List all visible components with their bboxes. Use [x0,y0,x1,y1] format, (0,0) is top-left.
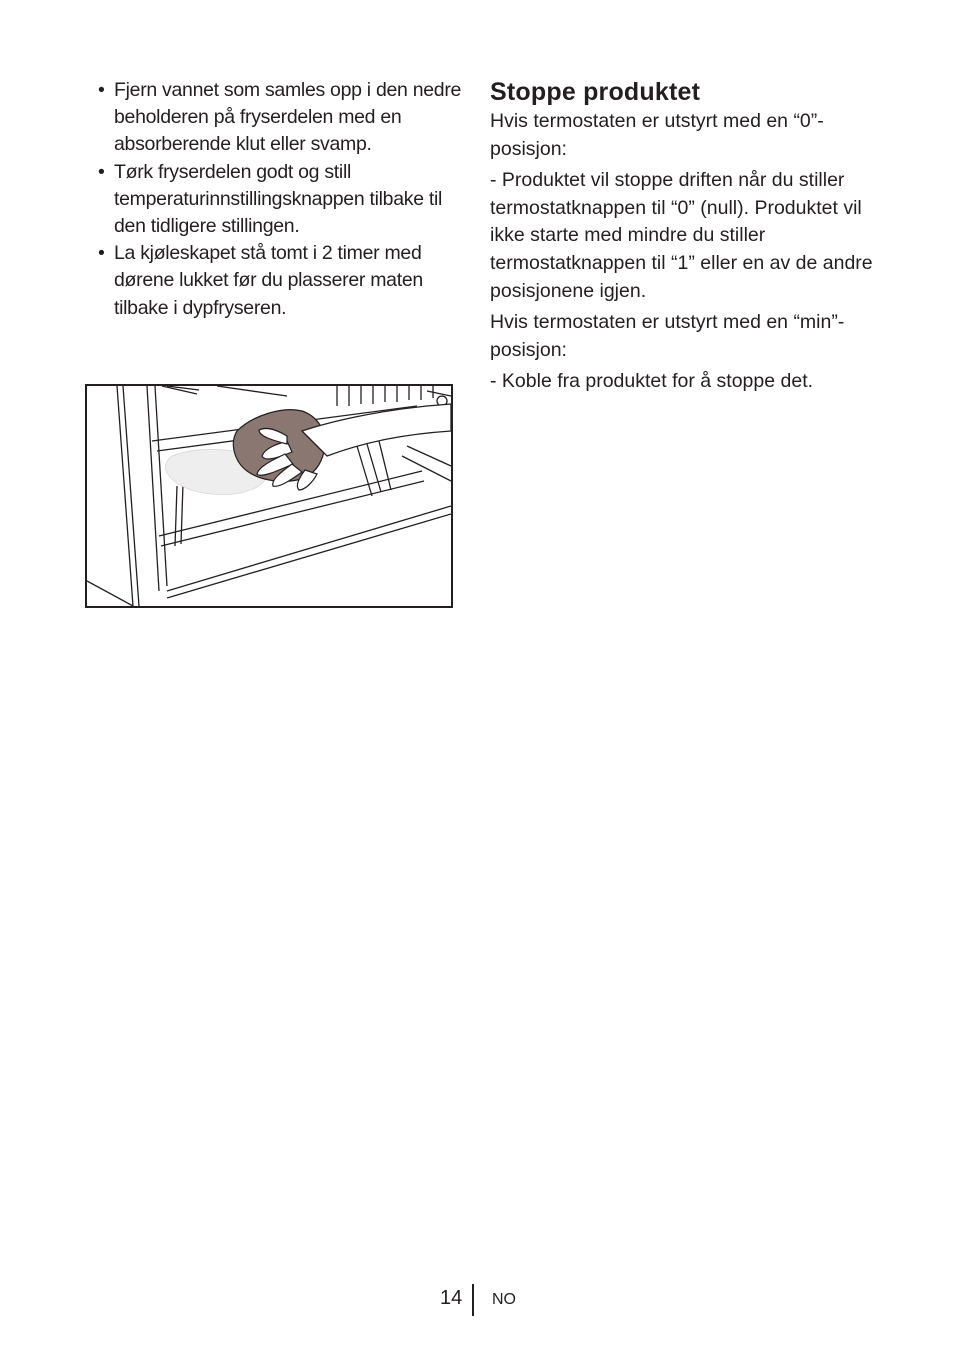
page-number: 14 [440,1287,463,1309]
section-heading: Stoppe produktet [490,78,701,106]
paragraph: Hvis termostaten er utstyrt med en “min”-posisjon: [490,311,845,361]
language-code: NO [492,1291,516,1308]
bullet-item: • Tørk fryserdelen godt og still temperaturinnstillingsknappen tilbake til den tidligere stillingen. [98,160,443,238]
bullet-dot: • [98,242,105,265]
bullet-dot: • [98,160,105,183]
freezer-cleaning-illustration [85,384,453,608]
bullet-item: • La kjøleskapet stå tomt i 2 timer med dørene lukket før du plasserer maten tilbake i dypfryseren. [98,242,423,319]
freezer-illustration-svg [87,386,451,606]
bullet-dot: • [98,79,105,101]
stop-product-section [490,76,890,400]
footer-divider [472,1284,474,1316]
page-footer [0,1284,954,1316]
paragraph: - Koble fra produktet for å stoppe det. [490,370,814,393]
paragraph: Hvis termostaten er utstyrt med en “0”-posisjon: [490,110,824,160]
paragraph: - Produktet vil stoppe driften når du stiller termostatknappen til “0” (null). Produktet vil ikke starte med mindre du stiller termostatknappen til “1” eller en av de andre posisjonene igjen. [490,169,873,302]
bullet-list [82,77,467,322]
bullet-item: • Fjern vannet som samles opp i den nedre beholderen på fryserdelen med en absorberende klut eller svamp. [98,79,462,156]
